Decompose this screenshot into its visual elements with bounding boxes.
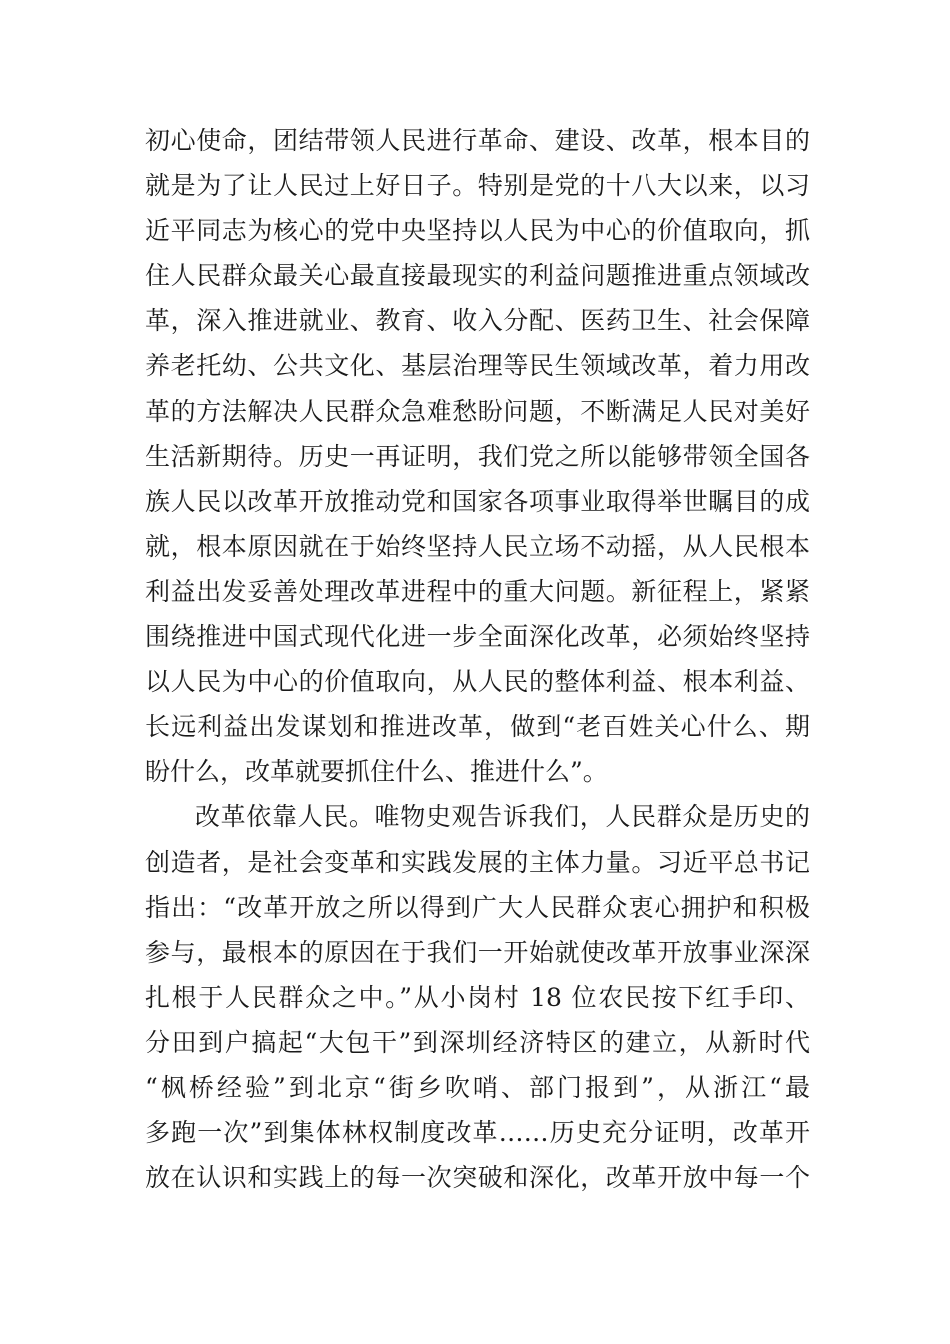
text-line: 利益出发妥善处理改革进程中的重大问题。新征程上，紧紧	[145, 576, 810, 606]
text-line: 围绕推进中国式现代化进一步全面深化改革，必须始终坚持	[145, 622, 810, 652]
text-line: 族人民以改革开放推动党和国家各项事业取得举世瞩目的成	[145, 486, 810, 516]
text-line: 住人民群众最关心最直接最现实的利益问题推进重点领域改	[145, 261, 810, 291]
text-line: 扎根于人民群众之中。”从小岗村 18 位农民按下红手印、	[145, 982, 810, 1012]
body-text	[145, 118, 810, 1200]
text-line: 分田到户搞起“大包干”到深圳经济特区的建立，从新时代	[145, 1027, 810, 1057]
text-line: 创造者，是社会变革和实践发展的主体力量。习近平总书记	[145, 847, 810, 877]
text-line: “枫桥经验”到北京“街乡吹哨、部门报到”，从浙江“最	[145, 1072, 810, 1102]
text-line: 初心使命，团结带领人民进行革命、建设、改革，根本目的	[145, 126, 810, 155]
text-line: 生活新期待。历史一再证明，我们党之所以能够带领全国各	[145, 441, 810, 471]
text-line: 以人民为中心的价值取向，从人民的整体利益、根本利益、	[145, 667, 810, 697]
text-line: 近平同志为核心的党中央坚持以人民为中心的价值取向，抓	[145, 216, 810, 246]
text-line: 长远利益出发谋划和推进改革，做到“老百姓关心什么、期	[145, 712, 810, 742]
text-line: 参与，最根本的原因在于我们一开始就使改革开放事业深深	[145, 937, 810, 967]
text-line: 就，根本原因就在于始终坚持人民立场不动摇，从人民根本	[145, 531, 810, 561]
text-line: 多跑一次”到集体林权制度改革……历史充分证明，改革开	[145, 1118, 810, 1148]
text-line: 革，深入推进就业、教育、收入分配、医药卫生、社会保障	[145, 306, 810, 336]
text-line: 革的方法解决人民群众急难愁盼问题，不断满足人民对美好	[145, 396, 810, 426]
text-line: 就是为了让人民过上好日子。特别是党的十八大以来，以习	[145, 171, 810, 201]
text-line: 指出：“改革开放之所以得到广大人民群众衷心拥护和积极	[145, 892, 810, 922]
text-line: 养老托幼、公共文化、基层治理等民生领域改革，着力用改	[145, 351, 810, 381]
text-line: 放在认识和实践上的每一次突破和深化，改革开放中每一个	[145, 1163, 810, 1193]
paragraph-end-line: 盼什么，改革就要抓住什么、推进什么”。	[145, 757, 608, 787]
paragraph-start-line: 改革依靠人民。唯物史观告诉我们，人民群众是历史的	[195, 802, 810, 832]
